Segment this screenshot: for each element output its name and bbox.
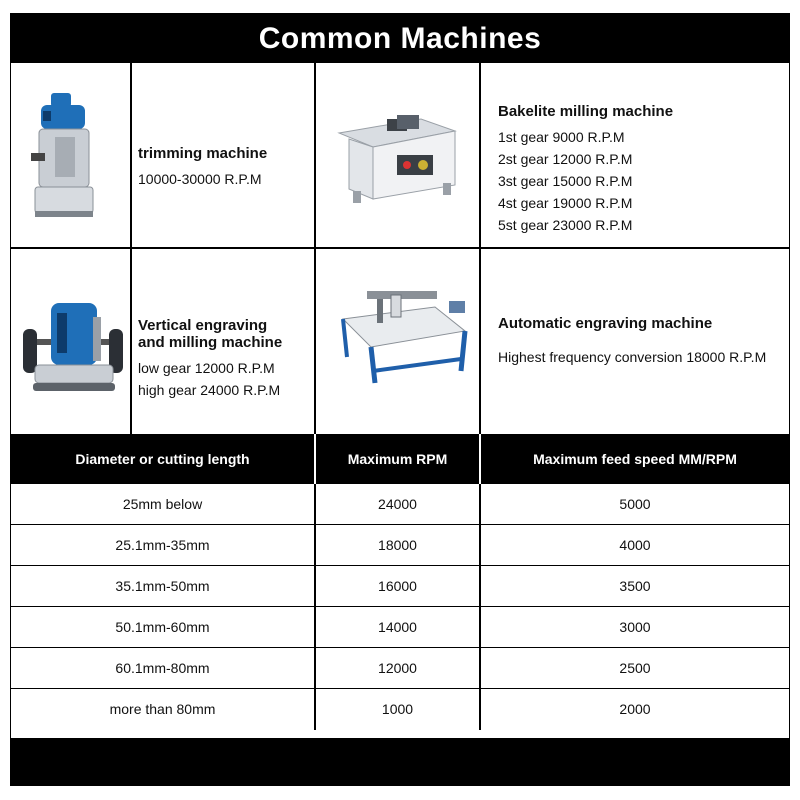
table-row [11, 525, 789, 566]
machine-rpm-line: 4st gear 19000 R.P.M [498, 195, 633, 211]
grid-divider [314, 63, 316, 434]
table-cell: 2500 [619, 660, 651, 676]
bakelite-machine-spec [498, 103, 673, 236]
table-cell: 1000 [381, 701, 414, 717]
machine-rpm-line: high gear 24000 R.P.M [138, 382, 281, 398]
table-row [11, 607, 789, 648]
column-header: Maximum RPM [347, 451, 448, 467]
table-cell: 18000 [378, 537, 417, 553]
machine-name: trimming machine [138, 145, 268, 162]
grid-divider [11, 247, 789, 249]
machine-rpm-line: 3st gear 15000 R.P.M [498, 173, 633, 189]
machine-rpm-line: 10000-30000 R.P.M [138, 171, 262, 187]
table-cell: 12000 [378, 660, 417, 676]
table-cell: 3000 [619, 619, 651, 635]
cnc-router-icon [337, 291, 469, 392]
column-header: Diameter or cutting length [75, 451, 250, 467]
page-title: Common Machines [11, 14, 789, 63]
table-cell: 25.1mm-35mm [115, 537, 210, 553]
machines-grid [11, 63, 789, 434]
table-row [11, 566, 789, 607]
table-cell: 4000 [619, 537, 651, 553]
trimming-machine-spec [138, 145, 267, 190]
table-row [11, 484, 789, 525]
automatic-machine-spec [498, 315, 766, 368]
machine-rpm-line: 5st gear 23000 R.P.M [498, 217, 633, 233]
machine-name: Vertical engraving [138, 317, 268, 334]
column-header: Maximum feed speed MM/RPM [533, 451, 737, 467]
spec-sheet [10, 13, 790, 786]
table-cell: 50.1mm-60mm [115, 619, 210, 635]
machine-rpm-line: 2st gear 12000 R.P.M [498, 151, 633, 167]
table-cell: 24000 [378, 496, 417, 512]
grid-divider [479, 63, 481, 434]
table-cell: 5000 [619, 496, 651, 512]
table-header [11, 434, 789, 484]
table-cell: 60.1mm-80mm [115, 660, 210, 676]
trimming-router-icon [29, 93, 109, 226]
grid-divider [130, 63, 132, 434]
table-cell: 3500 [619, 578, 651, 594]
footer-bar [11, 738, 789, 785]
machine-rpm-line: low gear 12000 R.P.M [138, 360, 275, 376]
table-cell: 35.1mm-50mm [115, 578, 210, 594]
table-cell: 14000 [378, 619, 417, 635]
table-row [11, 689, 789, 730]
machine-rpm-line: 1st gear 9000 R.P.M [498, 129, 625, 145]
table-row [11, 648, 789, 689]
plunge-router-icon [21, 299, 125, 404]
machine-name: and milling machine [138, 334, 283, 351]
table-cell: 2000 [619, 701, 651, 717]
table-cell: 25mm below [122, 496, 203, 512]
machine-name: Automatic engraving machine [498, 315, 713, 332]
vertical-machine-spec [138, 317, 282, 401]
machine-rpm-line: Highest frequency conversion 18000 R.P.M [498, 349, 767, 365]
spindle-shaper-icon [335, 107, 457, 212]
table-cell: 16000 [378, 578, 417, 594]
table-cell: more than 80mm [109, 701, 216, 717]
machine-name: Bakelite milling machine [498, 103, 674, 120]
